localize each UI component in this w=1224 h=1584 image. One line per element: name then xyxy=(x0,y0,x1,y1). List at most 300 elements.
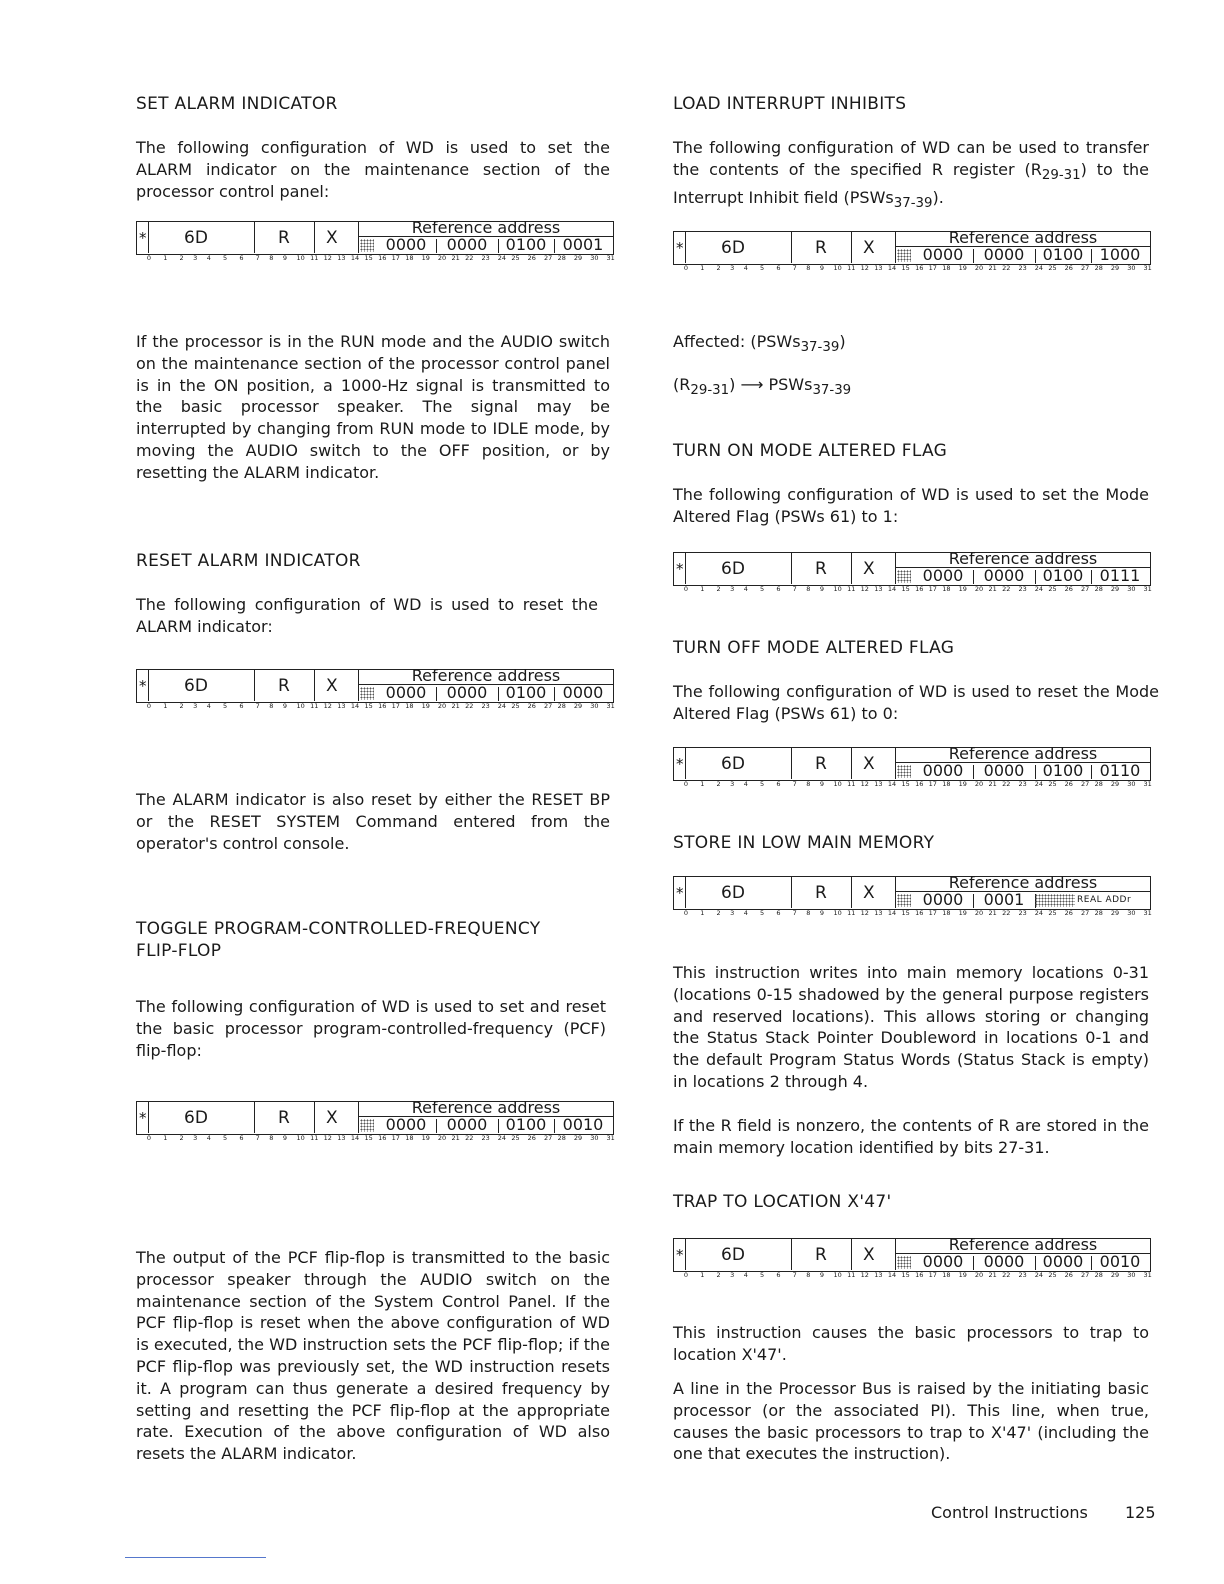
bit-number: 3 xyxy=(193,254,198,262)
bit-number: 27 xyxy=(1081,780,1090,788)
indirect-flag: * xyxy=(676,884,684,902)
address-nibble: 0000 xyxy=(983,566,1025,585)
indirect-flag: * xyxy=(676,755,684,773)
reference-address-label: Reference address xyxy=(411,218,561,237)
bit-number: 10 xyxy=(296,1134,305,1142)
bit-number: 1 xyxy=(163,702,168,710)
bit-position-scale xyxy=(136,254,614,263)
address-nibble: 0010 xyxy=(562,1115,604,1134)
toggle-pcf-word-diagram xyxy=(136,1098,615,1143)
address-nibble: 0000 xyxy=(983,245,1025,264)
bit-number: 1 xyxy=(163,1134,168,1142)
address-nibble: 0001 xyxy=(983,890,1025,909)
bit-number: 10 xyxy=(833,1271,842,1279)
trap-body-2: A line in the Processor Bus is raised by the initiating basic processor (or the associated PI). This line, when true, causes the basic processors to trap to X'47' (including the one that executes the instruction). xyxy=(673,1379,1149,1464)
bit-number: 28 xyxy=(557,1134,566,1142)
bit-number: 1 xyxy=(700,909,705,917)
bit-number: 25 xyxy=(1048,780,1057,788)
bit-number: 26 xyxy=(1064,585,1073,593)
bit-number: 29 xyxy=(573,254,583,262)
bit-number: 20 xyxy=(974,264,984,272)
bit-number: 13 xyxy=(337,254,346,262)
bit-number: 17 xyxy=(391,1134,400,1142)
toggle-pcf-intro: The following configuration of WD is used to set and reset the basic processor program-controlled-frequency (PCF) flip-flop: xyxy=(136,997,606,1060)
address-nibble: 0000 xyxy=(446,683,488,702)
store-low-heading: STORE IN LOW MAIN MEMORY xyxy=(673,833,935,853)
bit-number: 19 xyxy=(958,780,967,788)
bit-number: 18 xyxy=(942,585,951,593)
bit-number: 31 xyxy=(1143,1271,1152,1279)
bit-number: 24 xyxy=(497,1134,507,1142)
bit-number: 17 xyxy=(928,1271,937,1279)
bit-number: 25 xyxy=(1048,1271,1057,1279)
bit-number: 14 xyxy=(887,1271,897,1279)
address-nibble: 0000 xyxy=(1042,1252,1084,1271)
affected-label: Affected: xyxy=(673,332,746,351)
bit-number: 10 xyxy=(833,264,842,272)
bit-number: 14 xyxy=(887,585,897,593)
bit-number: 12 xyxy=(860,909,869,917)
bit-number: 26 xyxy=(1064,909,1073,917)
address-nibble: 0000 xyxy=(562,683,604,702)
address-nibble: 0110 xyxy=(1099,761,1141,780)
load-inhibits-heading: LOAD INTERRUPT INHIBITS xyxy=(673,94,907,114)
bit-number: 15 xyxy=(901,909,910,917)
bit-number: 16 xyxy=(915,585,924,593)
bit-number: 15 xyxy=(364,1134,373,1142)
x-field: X xyxy=(863,754,875,774)
bit-number: 17 xyxy=(391,702,400,710)
bit-number: 22 xyxy=(1002,1271,1011,1279)
bit-number: 6 xyxy=(239,702,244,710)
bit-position-scale xyxy=(136,702,614,711)
r-field: R xyxy=(278,676,290,696)
bit-number: 10 xyxy=(833,780,842,788)
bit-number: 28 xyxy=(557,702,566,710)
shaded-bit xyxy=(360,239,374,252)
bottom-rule xyxy=(125,1557,266,1558)
bit-number: 28 xyxy=(1094,264,1103,272)
bit-number: 3 xyxy=(730,1271,735,1279)
bit-number: 8 xyxy=(269,1134,274,1142)
bit-number: 20 xyxy=(974,909,984,917)
bit-position-scale xyxy=(673,264,1151,273)
bit-number: 20 xyxy=(437,1134,447,1142)
bit-number: 31 xyxy=(1143,780,1152,788)
bit-number: 10 xyxy=(833,585,842,593)
bit-number: 6 xyxy=(776,264,781,272)
reference-address-label: Reference address xyxy=(948,744,1098,763)
bit-number: 21 xyxy=(451,1134,460,1142)
address-nibble: 0000 xyxy=(385,1115,427,1134)
address-nibble: 0000 xyxy=(922,245,964,264)
bit-number: 3 xyxy=(730,909,735,917)
bit-number: 6 xyxy=(239,1134,244,1142)
bit-number: 16 xyxy=(915,1271,924,1279)
bit-number: 25 xyxy=(1048,585,1057,593)
bit-number: 4 xyxy=(206,702,211,710)
bit-number: 26 xyxy=(527,1134,536,1142)
bit-number: 13 xyxy=(337,702,346,710)
bit-number: 18 xyxy=(405,1134,414,1142)
transfer-arrow: ⟶ xyxy=(740,375,764,394)
bit-number: 7 xyxy=(792,909,797,917)
store-low-body-1: This instruction writes into main memory locations 0-31 (locations 0-15 shadowed by the general purpose registers and reserved locations). This allows storing or changing the Status Stack Pointer Doubleword in locations 0-1 and the default Program Status Words (Status Stack is empty) in locations 2 through 4. xyxy=(673,963,1149,1091)
address-nibble: 0000 xyxy=(446,235,488,254)
shaded-bit xyxy=(897,894,911,907)
address-nibble: 0000 xyxy=(983,1252,1025,1271)
bit-number: 27 xyxy=(544,1134,553,1142)
store-low-body-2: If the R field is nonzero, the contents of R are stored in the main memory location identified by bits 27-31. xyxy=(673,1116,1149,1157)
bit-number: 17 xyxy=(928,585,937,593)
bit-number: 11 xyxy=(310,1134,319,1142)
x-field: X xyxy=(863,1245,875,1265)
address-nibble: 0100 xyxy=(1042,566,1084,585)
address-nibble: 0100 xyxy=(505,235,547,254)
bit-number: 30 xyxy=(1127,909,1136,917)
bit-number: 7 xyxy=(255,1134,260,1142)
real-addr-label: REAL ADDr xyxy=(1077,895,1132,905)
bit-number: 11 xyxy=(847,780,856,788)
bit-number: 26 xyxy=(1064,1271,1073,1279)
bit-number: 12 xyxy=(323,254,332,262)
bit-number: 16 xyxy=(378,702,387,710)
bit-number: 28 xyxy=(1094,1271,1103,1279)
bit-number: 4 xyxy=(743,1271,748,1279)
bit-number: 8 xyxy=(269,254,274,262)
bit-number: 20 xyxy=(974,780,984,788)
bit-number: 20 xyxy=(437,702,447,710)
reference-address-label: Reference address xyxy=(948,228,1098,247)
bit-number: 18 xyxy=(405,254,414,262)
x-field: X xyxy=(326,1108,338,1128)
r-field: R xyxy=(815,754,827,774)
bit-number: 0 xyxy=(683,585,689,593)
bit-number: 0 xyxy=(146,702,152,710)
bit-number: 9 xyxy=(282,254,288,262)
bit-number: 27 xyxy=(1081,1271,1090,1279)
bit-number: 5 xyxy=(760,780,765,788)
store-low-word-diagram xyxy=(673,873,1152,918)
bit-number: 16 xyxy=(915,780,924,788)
opcode-field: 6D xyxy=(184,1108,208,1128)
bit-number: 14 xyxy=(350,1134,360,1142)
bit-number: 10 xyxy=(296,702,305,710)
bit-number: 30 xyxy=(590,702,599,710)
bit-number: 21 xyxy=(988,1271,997,1279)
bit-number: 30 xyxy=(1127,264,1136,272)
opcode-field: 6D xyxy=(721,754,745,774)
indirect-flag: * xyxy=(676,239,684,257)
bit-number: 31 xyxy=(1143,585,1152,593)
bit-number: 20 xyxy=(437,254,447,262)
bit-number: 6 xyxy=(776,780,781,788)
bit-number: 3 xyxy=(730,585,735,593)
affected-line xyxy=(673,331,846,359)
reference-address-label: Reference address xyxy=(411,666,561,685)
bit-number: 17 xyxy=(928,909,937,917)
bit-number: 30 xyxy=(590,254,599,262)
bit-number: 8 xyxy=(806,780,811,788)
opcode-field: 6D xyxy=(721,559,745,579)
bit-number: 7 xyxy=(792,1271,797,1279)
bit-number: 16 xyxy=(915,909,924,917)
bit-number: 24 xyxy=(1034,780,1044,788)
bit-number: 5 xyxy=(760,264,765,272)
reset-alarm-intro: The following configuration of WD is used to reset the ALARM indicator: xyxy=(136,595,598,636)
transfer-line: $(R_{29-31})$ ⟶ PSWs$_{37-39}$ xyxy=(673,375,852,399)
bit-number: 23 xyxy=(481,1134,490,1142)
bit-number: 24 xyxy=(497,254,507,262)
shaded-bit xyxy=(360,1119,374,1132)
shaded-bit xyxy=(897,765,911,778)
bit-number: 7 xyxy=(255,702,260,710)
x-field: X xyxy=(863,238,875,258)
indirect-flag: * xyxy=(139,229,147,247)
bit-number: 4 xyxy=(743,585,748,593)
address-nibble: 0000 xyxy=(922,1252,964,1271)
trap-heading: TRAP TO LOCATION X'47' xyxy=(673,1192,892,1212)
bit-number: 4 xyxy=(743,780,748,788)
bit-number: 1 xyxy=(700,264,705,272)
bit-number: 13 xyxy=(874,780,883,788)
address-nibble: 0000 xyxy=(922,566,964,585)
address-nibble: 0000 xyxy=(385,235,427,254)
turn-off-mode-heading: TURN OFF MODE ALTERED FLAG xyxy=(673,638,955,658)
r-field: R xyxy=(815,883,827,903)
address-nibble: 0000 xyxy=(922,890,964,909)
bit-number: 23 xyxy=(1018,1271,1027,1279)
opcode-field: 6D xyxy=(184,228,208,248)
bit-number: 0 xyxy=(146,254,152,262)
bit-number: 1 xyxy=(700,1271,705,1279)
bit-number: 23 xyxy=(481,702,490,710)
bit-number: 15 xyxy=(901,585,910,593)
reference-address-label: Reference address xyxy=(948,549,1098,568)
bit-number: 7 xyxy=(792,780,797,788)
bit-number: 31 xyxy=(606,702,615,710)
bit-number: 26 xyxy=(527,702,536,710)
bit-number: 28 xyxy=(1094,909,1103,917)
bit-number: 8 xyxy=(806,264,811,272)
bit-number: 18 xyxy=(942,1271,951,1279)
bit-number: 14 xyxy=(350,702,360,710)
r-field: R xyxy=(815,238,827,258)
bit-number: 12 xyxy=(323,702,332,710)
indirect-flag: * xyxy=(139,1109,147,1127)
bit-number: 17 xyxy=(928,264,937,272)
bit-number: 29 xyxy=(573,702,583,710)
bit-number: 24 xyxy=(1034,264,1044,272)
bit-number: 6 xyxy=(776,1271,781,1279)
bit-number: 21 xyxy=(451,254,460,262)
bit-number: 0 xyxy=(683,780,689,788)
bit-number: 4 xyxy=(206,1134,211,1142)
trap-word-diagram xyxy=(673,1235,1152,1280)
opcode-field: 6D xyxy=(184,676,208,696)
load-inhibits-intro: The following configuration of WD can be used to transfer the contents of the specified R register $(R_{29-31})$ to the Interrupt Inhibit field (PSWs$_{37-39}$). xyxy=(673,138,1150,211)
set-alarm-word-diagram xyxy=(136,218,615,263)
bit-number: 11 xyxy=(847,1271,856,1279)
bit-number: 27 xyxy=(544,254,553,262)
bit-number: 15 xyxy=(901,780,910,788)
bit-number: 25 xyxy=(511,702,520,710)
bit-number: 24 xyxy=(497,702,507,710)
bit-number: 9 xyxy=(819,1271,825,1279)
bit-number: 13 xyxy=(874,909,883,917)
bit-number: 15 xyxy=(364,702,373,710)
bit-number: 29 xyxy=(1110,1271,1120,1279)
bit-number: 0 xyxy=(683,1271,689,1279)
r-field: R xyxy=(815,559,827,579)
reference-address-label: Reference address xyxy=(948,1235,1098,1254)
bit-number: 9 xyxy=(819,780,825,788)
bit-number: 29 xyxy=(1110,264,1120,272)
shaded-bit xyxy=(897,249,911,262)
bit-number: 30 xyxy=(1127,585,1136,593)
bit-number: 30 xyxy=(1127,780,1136,788)
set-alarm-intro: The following configuration of WD is used to set the ALARM indicator on the maintenance section of the processor control panel: xyxy=(136,138,610,201)
bit-number: 0 xyxy=(683,909,689,917)
footer-page-number: 125 xyxy=(1125,1503,1156,1522)
bit-number: 24 xyxy=(1034,1271,1044,1279)
address-nibble: 0000 xyxy=(983,761,1025,780)
indirect-flag: * xyxy=(676,560,684,578)
bit-number: 19 xyxy=(421,1134,430,1142)
bit-number: 27 xyxy=(544,702,553,710)
bit-number: 24 xyxy=(1034,909,1044,917)
turn-on-mode-intro: The following configuration of WD is used to set the Mode Altered Flag (PSWs 61) to 1: xyxy=(673,485,1149,526)
bit-number: 23 xyxy=(1018,264,1027,272)
bit-number: 6 xyxy=(776,909,781,917)
indirect-flag: * xyxy=(139,677,147,695)
bit-number: 5 xyxy=(223,1134,228,1142)
bit-number: 14 xyxy=(887,264,897,272)
bit-number: 15 xyxy=(901,1271,910,1279)
bit-number: 8 xyxy=(806,1271,811,1279)
bit-number: 21 xyxy=(988,264,997,272)
bit-number: 4 xyxy=(743,909,748,917)
bit-number: 2 xyxy=(716,585,721,593)
set-alarm-heading: SET ALARM INDICATOR xyxy=(136,94,338,114)
bit-number: 19 xyxy=(421,254,430,262)
bit-number: 18 xyxy=(942,780,951,788)
reset-alarm-word-diagram xyxy=(136,666,615,711)
bit-number: 28 xyxy=(1094,585,1103,593)
bit-number: 9 xyxy=(819,264,825,272)
bit-number: 25 xyxy=(511,1134,520,1142)
r-field: R xyxy=(815,1245,827,1265)
bit-number: 26 xyxy=(1064,264,1073,272)
address-nibble: 0000 xyxy=(446,1115,488,1134)
toggle-pcf-body: The output of the PCF flip-flop is transmitted to the basic processor speaker through the AUDIO switch on the maintenance section of the System Control Panel. If the PCF flip-flop is reset when the above configuration of WD is executed, the WD instruction sets the PCF flip-flop; if the PCF flip-flop was previously set, the WD instruction resets it. A program can thus generate a desired frequency by setting and resetting the PCF flip-flop at the appropriate rate. Execution of the above configuration of WD also resets the ALARM indicator. xyxy=(136,1248,610,1464)
reference-address-label: Reference address xyxy=(948,873,1098,892)
bit-number: 8 xyxy=(806,585,811,593)
reference-address-label: Reference address xyxy=(411,1098,561,1117)
bit-number: 2 xyxy=(716,909,721,917)
bit-number: 23 xyxy=(1018,780,1027,788)
indirect-flag: * xyxy=(676,1246,684,1264)
turn-on-mode-word-diagram xyxy=(673,549,1152,594)
bit-number: 22 xyxy=(1002,780,1011,788)
bit-number: 17 xyxy=(391,254,400,262)
r-field: R xyxy=(278,1108,290,1128)
bit-number: 15 xyxy=(901,264,910,272)
x-field: X xyxy=(863,559,875,579)
bit-number: 1 xyxy=(700,780,705,788)
bit-position-scale xyxy=(673,909,1151,918)
bit-position-scale xyxy=(673,585,1151,594)
bit-number: 19 xyxy=(958,264,967,272)
bit-number: 0 xyxy=(146,1134,152,1142)
opcode-field: 6D xyxy=(721,238,745,258)
bit-number: 6 xyxy=(776,585,781,593)
opcode-field: 6D xyxy=(721,1245,745,1265)
bit-number: 5 xyxy=(760,585,765,593)
bit-number: 4 xyxy=(743,264,748,272)
address-nibble: 0100 xyxy=(1042,761,1084,780)
bit-number: 0 xyxy=(683,264,689,272)
x-field: X xyxy=(863,883,875,903)
x-field: X xyxy=(326,676,338,696)
bit-number: 13 xyxy=(337,1134,346,1142)
bit-number: 3 xyxy=(193,702,198,710)
bit-number: 12 xyxy=(323,1134,332,1142)
bit-number: 23 xyxy=(1018,909,1027,917)
bit-number: 25 xyxy=(511,254,520,262)
opcode-field: 6D xyxy=(721,883,745,903)
bit-number: 29 xyxy=(1110,909,1120,917)
bit-number: 13 xyxy=(874,585,883,593)
bit-number: 12 xyxy=(860,1271,869,1279)
bit-number: 22 xyxy=(1002,264,1011,272)
bit-number: 10 xyxy=(833,909,842,917)
bit-number: 18 xyxy=(942,264,951,272)
bit-number: 22 xyxy=(465,1134,474,1142)
bit-number: 5 xyxy=(223,702,228,710)
bit-number: 1 xyxy=(163,254,168,262)
bit-number: 16 xyxy=(915,264,924,272)
bit-number: 2 xyxy=(179,1134,184,1142)
shaded-bit xyxy=(897,1256,911,1269)
bit-number: 3 xyxy=(193,1134,198,1142)
bit-number: 29 xyxy=(1110,585,1120,593)
affected-field: (PSWs$_{37-39}$) xyxy=(750,332,846,356)
turn-off-mode-intro: The following configuration of WD is used to reset the Mode Altered Flag (PSWs 61) to 0: xyxy=(673,682,1159,723)
bit-number: 9 xyxy=(819,909,825,917)
bit-number: 27 xyxy=(1081,909,1090,917)
shaded-bit xyxy=(897,570,911,583)
bit-number: 12 xyxy=(860,780,869,788)
bit-number: 19 xyxy=(958,585,967,593)
address-nibble: 0010 xyxy=(1099,1252,1141,1271)
bit-number: 5 xyxy=(760,909,765,917)
bit-number: 22 xyxy=(1002,909,1011,917)
bit-number: 28 xyxy=(557,254,566,262)
bit-number: 5 xyxy=(223,254,228,262)
turn-on-mode-heading: TURN ON MODE ALTERED FLAG xyxy=(673,441,948,461)
bit-number: 31 xyxy=(606,254,615,262)
bit-number: 14 xyxy=(887,780,897,788)
bit-number: 13 xyxy=(874,264,883,272)
trap-body-1: This instruction causes the basic processors to trap to location X'47'. xyxy=(673,1323,1149,1364)
bit-number: 22 xyxy=(465,702,474,710)
bit-number: 26 xyxy=(1064,780,1073,788)
bit-number: 25 xyxy=(1048,909,1057,917)
load-inhibits-word-diagram xyxy=(673,228,1152,273)
bit-number: 11 xyxy=(310,702,319,710)
bit-number: 23 xyxy=(481,254,490,262)
